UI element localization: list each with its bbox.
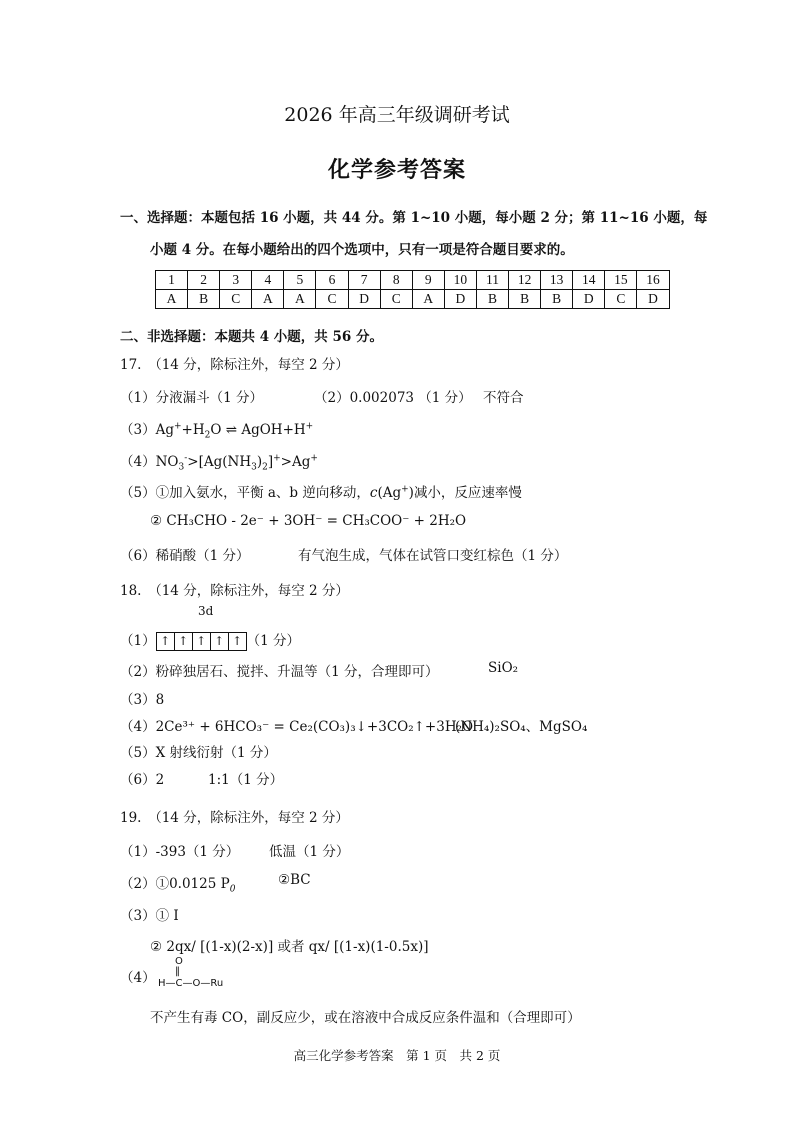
q18-answer-5: （5）X 射线衍射（1 分） bbox=[120, 745, 277, 761]
answer-number-cell: 3 bbox=[220, 271, 252, 290]
answer-number-cell: 5 bbox=[284, 271, 316, 290]
answer-number-cell: 13 bbox=[541, 271, 573, 290]
q17-answer-5-line2: ② CH₃CHO - 2e⁻ + 3OH⁻ = CH₃COO⁻ + 2H₂O bbox=[150, 513, 467, 529]
answer-number-cell: 12 bbox=[509, 271, 541, 290]
q17-heading: 17. （14 分，除标注外，每空 2 分） bbox=[120, 357, 349, 373]
q17-answer-6: （6）稀硝酸（1 分） bbox=[120, 548, 250, 564]
answer-table-answer-row bbox=[156, 290, 670, 309]
answer-choice-cell: A bbox=[284, 290, 316, 309]
q17-answer-5: （5）①加入氨水，平衡 a、b 逆向移动，c(Ag+)减小，反应速率慢 bbox=[120, 484, 522, 501]
answer-choice-cell: D bbox=[637, 290, 669, 309]
page-title: 2026 年高三年级调研考试 bbox=[284, 104, 510, 126]
answer-table-number-row bbox=[156, 271, 670, 290]
q18-answer-2: （2）粉碎独居石、搅拌、升温等（1 分，合理即可） bbox=[120, 664, 439, 680]
answer-choice-cell: A bbox=[156, 290, 188, 309]
orbital-box: ↑ bbox=[193, 633, 211, 650]
orbital-label: 3d bbox=[198, 604, 214, 618]
answer-table bbox=[155, 270, 670, 309]
formate-structure: H—C—O—Ru bbox=[158, 978, 224, 989]
answer-choice-cell: C bbox=[220, 290, 252, 309]
page-subtitle: 化学参考答案 bbox=[327, 157, 466, 183]
q17-answer-2b: 不符合 bbox=[483, 390, 524, 406]
answer-choice-cell: C bbox=[316, 290, 348, 309]
orbital-box: ↑ bbox=[232, 634, 243, 648]
answer-number-cell: 15 bbox=[605, 271, 637, 290]
q18-answer-1: （1） ↑ ↑ ↑ ↑ ↑ （1 分） bbox=[120, 633, 300, 649]
page-footer: 高三化学参考答案 第 1 页 共 2 页 bbox=[293, 1048, 501, 1063]
q19-answer-2b: ②BC bbox=[278, 872, 311, 888]
q18-answer-4b: (NH₄)₂SO₄、MgSO₄ bbox=[455, 719, 588, 735]
q19-answer-1: （1）-393（1 分） bbox=[120, 844, 240, 860]
answer-choice-cell: B bbox=[541, 290, 573, 309]
q18-answer-3: （3）8 bbox=[120, 692, 165, 708]
q17-answer-4: $(4)NO_3^->[Ag(NH_3)_2]^+>Ag^+$ bbox=[120, 453, 318, 473]
answer-choice-cell: D bbox=[444, 290, 476, 309]
q17-answer-3: $(3)Ag^++H_2O$ ⇌ AgOH+H+ bbox=[120, 421, 314, 441]
formate-structure-o: O bbox=[175, 956, 183, 967]
answer-number-cell: 14 bbox=[573, 271, 605, 290]
section2-heading: 二、非选择题：本题共 4 小题，共 56 分。 bbox=[120, 329, 383, 345]
q18-answer-6: （6）2 bbox=[120, 772, 165, 788]
section1-text-line2: 小题 4 分。在每小题给出的四个选项中，只有一项是符合题目要求的。 bbox=[150, 242, 574, 258]
q19-answer-1b: 低温（1 分） bbox=[269, 844, 350, 860]
orbital-box: ↑ bbox=[211, 633, 229, 650]
q19-answer-2: （2）①0.0125 $P_0$ bbox=[120, 876, 236, 895]
q18-answer-4: （4）2Ce³⁺ + 6HCO₃⁻ = Ce₂(CO₃)₃↓+3CO₂↑+3H₂O bbox=[120, 719, 474, 735]
answer-choice-cell: D bbox=[348, 290, 380, 309]
q17-answer-2: （2）0.002073 （1 分） bbox=[314, 390, 472, 406]
answer-choice-cell: B bbox=[509, 290, 541, 309]
answer-number-cell: 16 bbox=[637, 271, 669, 290]
formate-structure-bond: ‖ bbox=[175, 966, 180, 977]
q18-answer-2b: SiO₂ bbox=[488, 660, 519, 676]
answer-number-cell: 6 bbox=[316, 271, 348, 290]
answer-choice-cell: D bbox=[573, 290, 605, 309]
answer-number-cell: 9 bbox=[412, 271, 444, 290]
answer-number-cell: 1 bbox=[156, 271, 188, 290]
answer-number-cell: 4 bbox=[252, 271, 284, 290]
answer-choice-cell: A bbox=[252, 290, 284, 309]
q19-answer-4-line2: 不产生有毒 CO，副反应少，或在溶液中合成反应条件温和（合理即可） bbox=[150, 1010, 581, 1026]
answer-number-cell: 8 bbox=[380, 271, 412, 290]
q19-answer-3: （3）① I bbox=[120, 908, 179, 924]
answer-choice-cell: C bbox=[605, 290, 637, 309]
answer-number-cell: 10 bbox=[444, 271, 476, 290]
q19-heading: 19. （14 分，除标注外，每空 2 分） bbox=[120, 810, 349, 826]
answer-choice-cell: B bbox=[188, 290, 220, 309]
q17-answer-1: （1）分液漏斗（1 分） bbox=[120, 390, 263, 406]
q18-answer-6b: 1:1（1 分） bbox=[208, 772, 284, 788]
q18-heading: 18. （14 分，除标注外，每空 2 分） bbox=[120, 583, 349, 599]
answer-choice-cell: B bbox=[476, 290, 508, 309]
orbital-diagram bbox=[156, 632, 247, 651]
orbital-box: ↑ bbox=[175, 633, 193, 650]
answer-number-cell: 11 bbox=[476, 271, 508, 290]
q19-answer-4-label: （4） bbox=[120, 970, 156, 986]
answer-number-cell: 7 bbox=[348, 271, 380, 290]
orbital-box: ↑ bbox=[157, 633, 175, 650]
answer-number-cell: 2 bbox=[188, 271, 220, 290]
q17-answer-6b: 有气泡生成，气体在试管口变红棕色（1 分） bbox=[298, 548, 568, 564]
q19-answer-3-line2: ② 2qx/ [(1-x)(2-x)] 或者 qx/ [(1-x)(1-0.5x)] bbox=[150, 939, 429, 955]
answer-choice-cell: C bbox=[380, 290, 412, 309]
answer-choice-cell: A bbox=[412, 290, 444, 309]
section1-text-line1: 一、选择题：本题包括 16 小题，共 44 分。第 1~10 小题，每小题 2 分；第 11~16 小题，每 bbox=[120, 210, 708, 226]
